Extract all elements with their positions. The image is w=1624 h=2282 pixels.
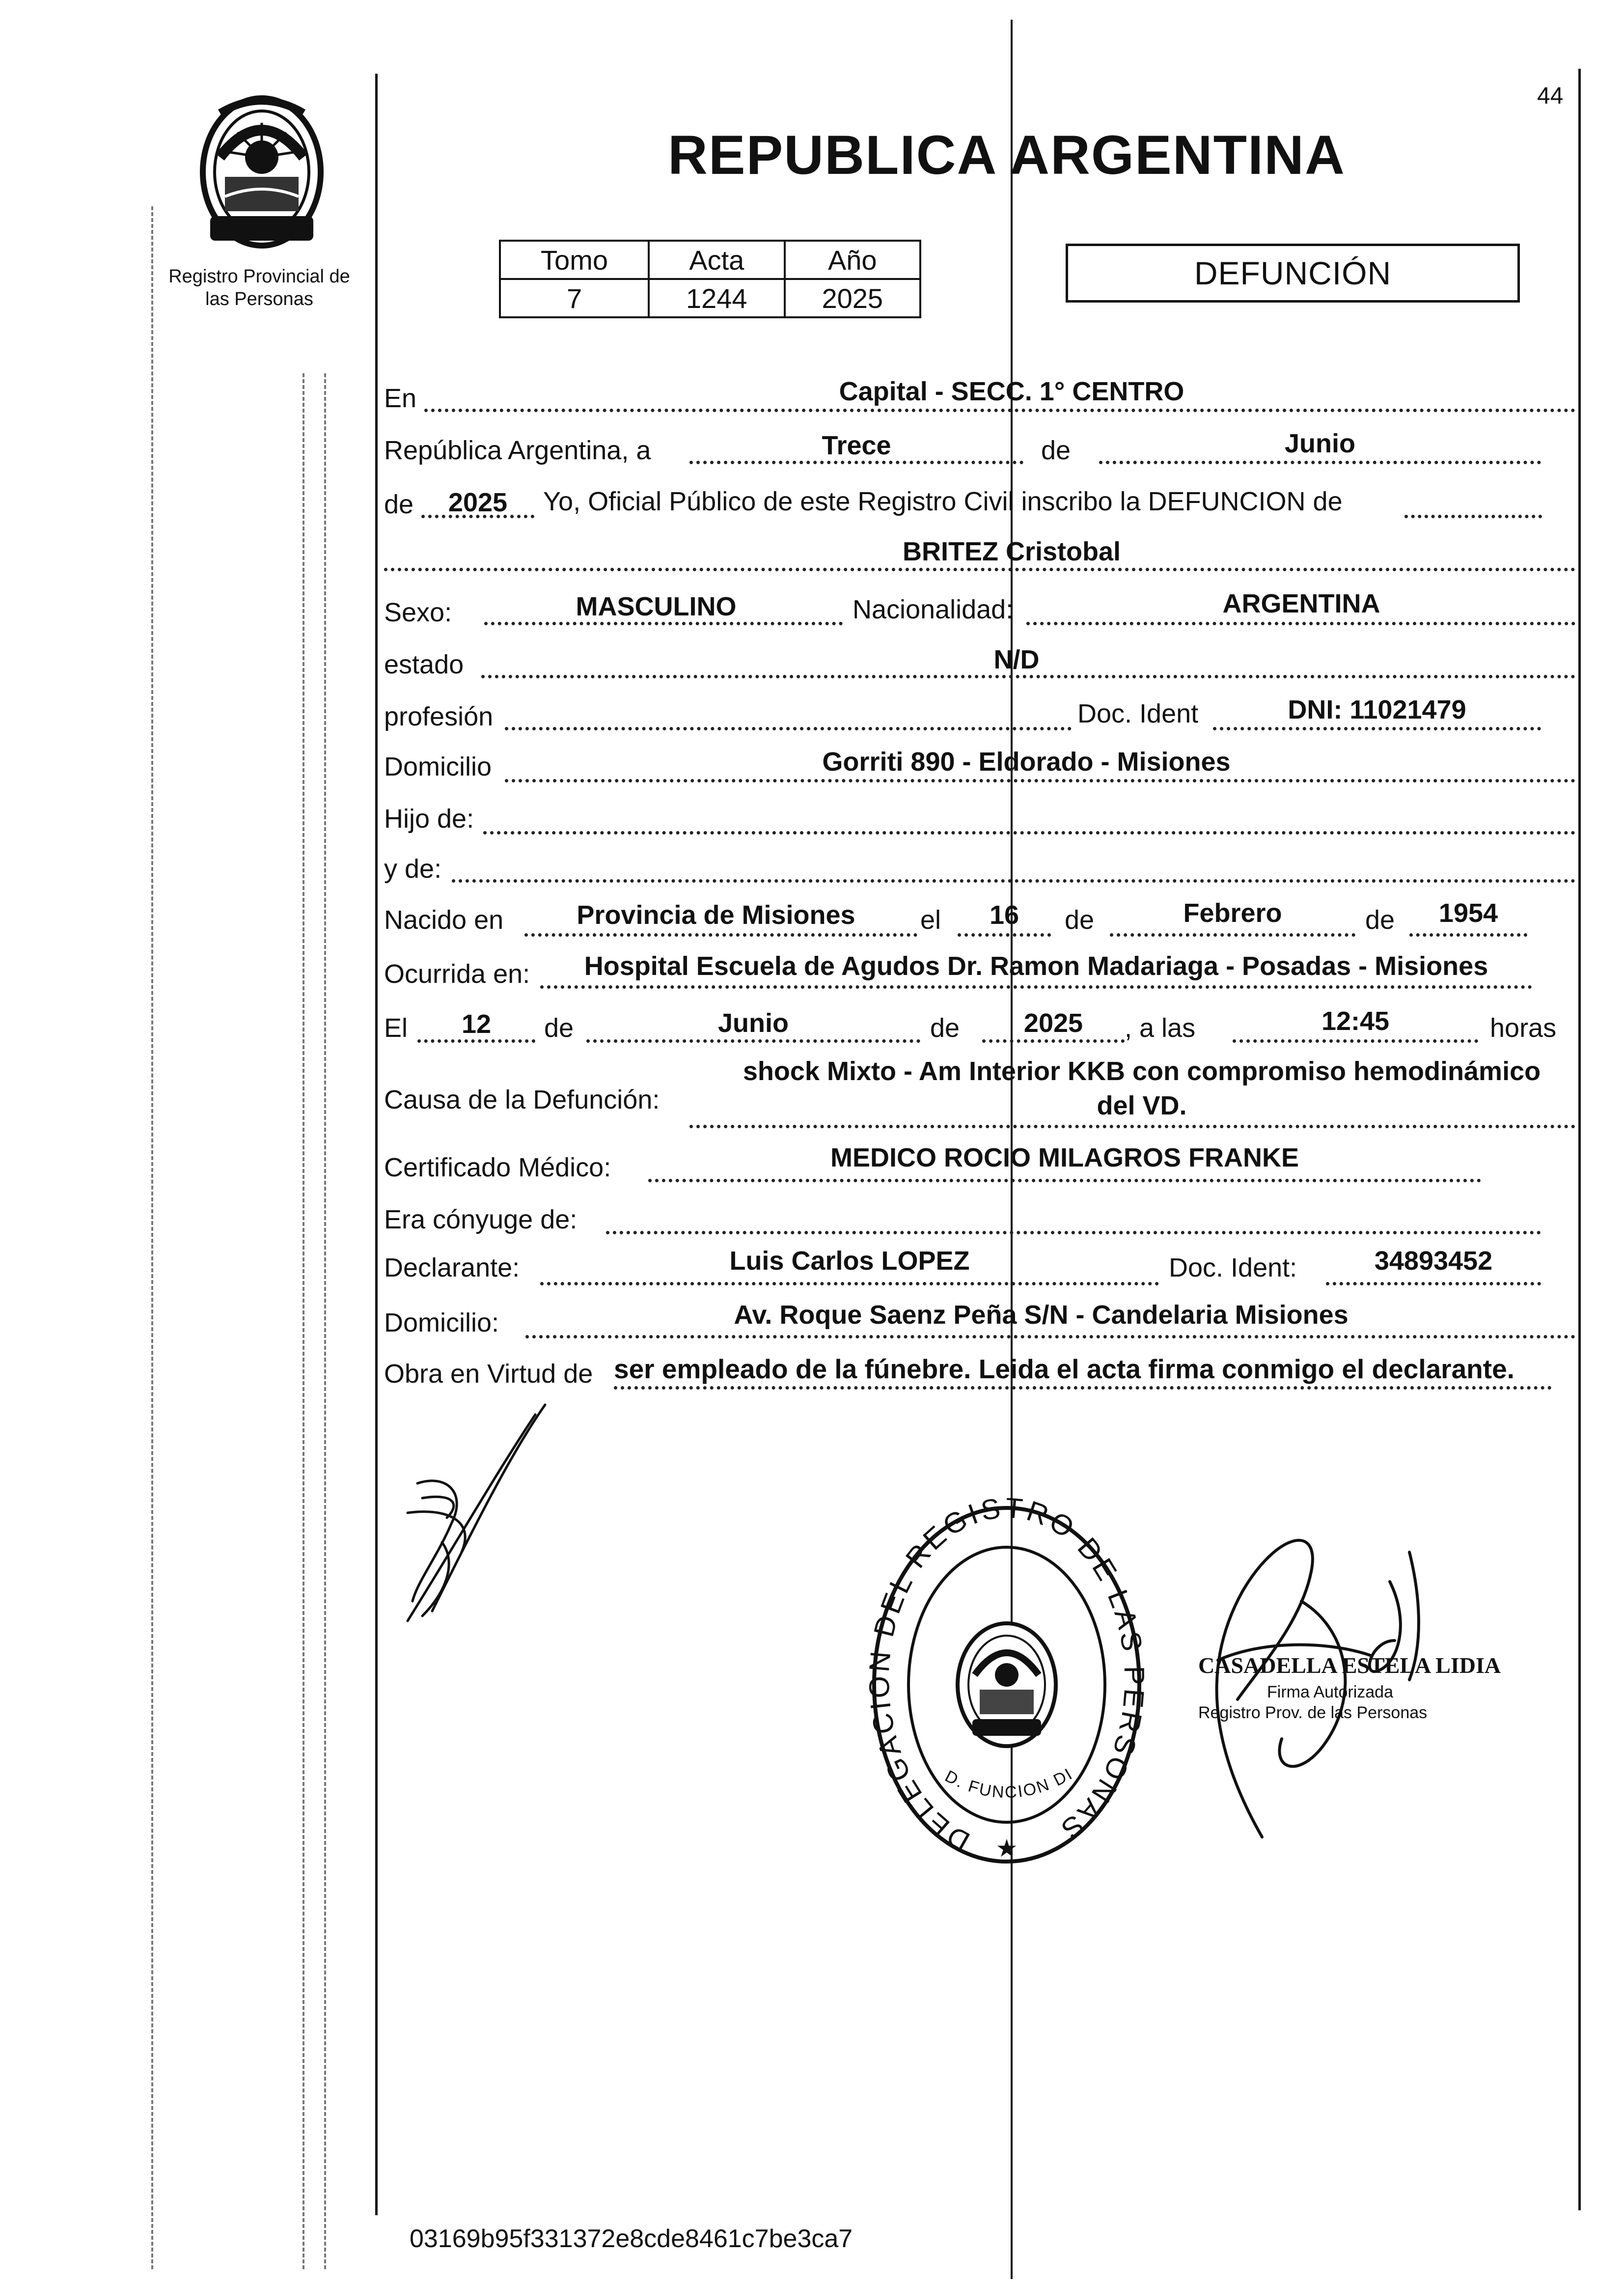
dots-death-time (1233, 1039, 1478, 1043)
dots-certificate (648, 1179, 1481, 1182)
dots-birth-month (1110, 933, 1355, 937)
dots-spouse (606, 1231, 1541, 1234)
record-table-value-acta: 1244 (649, 279, 784, 317)
record-table-header-anio: Año (785, 241, 920, 279)
dots-birth-place (524, 933, 917, 937)
field-death-month: Junio (718, 1008, 789, 1038)
field-medical-certificate: MEDICO ROCIO MILAGROS FRANKE (830, 1143, 1299, 1172)
field-sex: MASCULINO (576, 592, 737, 621)
label-domicilio: Domicilio (384, 752, 492, 781)
perforation-line-1 (151, 206, 153, 2269)
field-nationality: ARGENTINA (1222, 589, 1380, 618)
dots-sex (484, 622, 843, 625)
label-sexo: Sexo: (384, 598, 452, 627)
svg-text:★: ★ (995, 1834, 1018, 1863)
record-type-box: DEFUNCIÓN (1066, 244, 1520, 303)
dots-nationality (1026, 622, 1575, 625)
perforation-line-3 (324, 373, 326, 2269)
dots-birth-day (958, 933, 1051, 937)
field-declarant-doc: 34893452 (1374, 1246, 1493, 1276)
field-cause-line1: shock Mixto - Am Interior KKB con compromiso hemodinámico (743, 1057, 1541, 1086)
field-civil-status: N/D (993, 645, 1040, 674)
province-seal-logo (191, 83, 333, 255)
field-birth-day: 16 (989, 900, 1019, 930)
field-death-year: 2025 (1023, 1008, 1083, 1038)
official-stamp-line3: Registro Prov. de las Personas (1198, 1703, 1428, 1722)
dots-declarant-address (525, 1335, 1575, 1338)
record-table (499, 240, 921, 318)
label-de-birth-month: de (1065, 905, 1095, 935)
field-death-place: Hospital Escuela de Agudos Dr. Ramon Madariaga - Posadas - Misiones (584, 951, 1488, 981)
field-death-time: 12:45 (1321, 1006, 1390, 1036)
label-de-death-year: de (930, 1013, 960, 1043)
registry-label: Registro Provincial de las Personas (168, 266, 350, 309)
label-nacionalidad: Nacionalidad: (853, 595, 1014, 624)
dots-cause (689, 1125, 1575, 1128)
label-declarante: Declarante: (384, 1253, 520, 1282)
label-yo-oficial: Yo, Oficial Público de este Registro Civil inscribo la DEFUNCION de (543, 487, 1343, 516)
official-signature (1164, 1493, 1508, 1866)
label-de-death-month: de (544, 1013, 574, 1043)
page-title: REPUBLICA ARGENTINA (668, 124, 1346, 186)
delegation-stamp (869, 1498, 1144, 1871)
label-el: el (920, 905, 941, 935)
record-table-header-acta: Acta (649, 241, 784, 279)
field-cause-line2: del VD. (1097, 1091, 1187, 1120)
field-declarant-address: Av. Roque Saenz Peña S/N - Candelaria Misiones (734, 1300, 1349, 1330)
dots-day (689, 461, 1023, 464)
label-en: En (384, 384, 417, 413)
label-certificado: Certificado Médico: (384, 1153, 611, 1182)
dots-place (424, 409, 1575, 412)
dots-month (1099, 461, 1541, 464)
field-month: Junio (1285, 429, 1355, 458)
label-ocurrida-en: Ocurrida en: (384, 959, 530, 989)
stamp-inner-text: D. FUNCION DI (942, 1764, 1077, 1802)
field-address: Gorriti 890 - Eldorado - Misiones (822, 747, 1231, 777)
label-de-birth-year: de (1365, 905, 1395, 935)
label-el-date: El (384, 1013, 408, 1043)
field-birth-month: Febrero (1183, 898, 1282, 928)
record-table-value-anio: 2025 (785, 279, 920, 317)
label-estado: estado (384, 650, 464, 679)
field-deceased-name: BRITEZ Cristobal (902, 537, 1121, 566)
field-by-virtue-of: ser empleado de la fúnebre. Leida el acta firma conmigo el declarante. (614, 1354, 1514, 1384)
page-number: 44 (1537, 83, 1564, 109)
declarant-signature (388, 1395, 565, 1631)
dots-by-virtue (614, 1386, 1552, 1390)
label-y-de: y de: (384, 854, 442, 884)
dots-after-yo (1404, 515, 1542, 518)
label-doc-ident: Doc. Ident (1077, 699, 1199, 728)
dots-y-de (452, 879, 1575, 883)
dots-hijo-de (483, 831, 1575, 835)
dots-declarant (540, 1282, 1159, 1285)
left-margin-line (375, 74, 378, 2215)
label-domicilio2: Domicilio: (384, 1308, 499, 1337)
dots-birth-year (1409, 933, 1527, 937)
field-day-word: Trece (822, 431, 891, 460)
label-causa: Causa de la Defunción: (384, 1085, 660, 1114)
field-year: 2025 (448, 488, 508, 517)
label-profesion: profesión (384, 702, 494, 731)
document-hash: 03169b95f331372e8cde8461c7be3ca7 (410, 2225, 853, 2253)
dots-declarant-doc (1326, 1282, 1541, 1285)
official-stamp-line2: Firma Autorizada (1267, 1683, 1393, 1701)
field-birth-year: 1954 (1438, 898, 1498, 928)
dots-death-place (540, 985, 1532, 989)
dots-address (505, 779, 1575, 782)
label-de-month: de (1041, 436, 1071, 465)
label-de-year: de (384, 490, 414, 519)
label-obra: Obra en Virtud de (384, 1359, 593, 1389)
field-doc-ident: DNI: 11021479 (1288, 695, 1466, 724)
perforation-line-2 (303, 373, 304, 2269)
official-stamp-line1: CASADELLA ESTELA LIDIA (1198, 1653, 1501, 1678)
dots-death-month (586, 1039, 920, 1043)
field-death-day: 12 (461, 1009, 492, 1039)
field-place: Capital - SECC. 1° CENTRO (839, 377, 1184, 406)
field-birth-place: Provincia de Misiones (577, 900, 855, 930)
dots-profession (505, 727, 1072, 730)
label-conyuge: Era cónyuge de: (384, 1205, 578, 1234)
dots-estado (481, 675, 1575, 678)
record-table-value-tomo: 7 (500, 279, 649, 317)
right-margin-line (1578, 69, 1581, 2210)
dots-name (384, 568, 1575, 571)
label-republica-a: República Argentina, a (384, 436, 651, 465)
label-horas: horas (1490, 1013, 1557, 1043)
record-table-header-tomo: Tomo (500, 241, 649, 279)
label-nacido-en: Nacido en (384, 905, 504, 935)
label-doc-ident2: Doc. Ident: (1169, 1253, 1297, 1282)
label-a-las: , a las (1125, 1013, 1196, 1043)
field-declarant: Luis Carlos LOPEZ (729, 1246, 970, 1276)
label-hijo-de: Hijo de: (384, 804, 474, 834)
stamp-ring-text: DELEGA DEL REGISTRO DE LA SONAS (869, 1498, 1144, 1858)
dots-death-day (417, 1039, 535, 1043)
dots-doc-ident (1213, 727, 1541, 730)
dots-death-year (982, 1039, 1125, 1043)
